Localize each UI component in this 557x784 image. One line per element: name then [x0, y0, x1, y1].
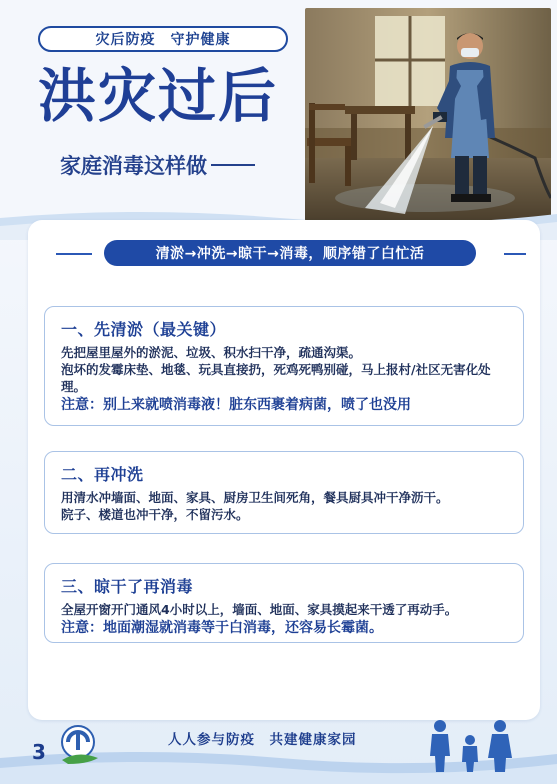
page-number: 3 — [32, 740, 46, 764]
section-heading: 二、再冲洗 — [61, 465, 144, 484]
subtitle-dash — [211, 164, 255, 166]
section-line: 用清水冲墙面、地面、家具、厨房卫生间死角，餐具厨具冲干净沥干。 — [61, 490, 449, 505]
banner-row — [56, 240, 526, 266]
page-subtitle — [60, 150, 255, 180]
page-title: 洪灾过后 — [38, 62, 279, 130]
section-note: 注意：地面潮湿就消毒等于白消毒，还容易长霉菌。 — [61, 620, 383, 636]
banner-pill: 清淤→冲洗→晾干→消毒，顺序错了白忙活 — [104, 240, 476, 266]
footer-slogan: 人人参与防疫 共建健康家园 — [168, 732, 357, 748]
tagline-badge: 灾后防疫 守护健康 — [38, 26, 288, 52]
section-heading: 三、晾干了再消毒 — [61, 577, 194, 596]
section-box-2 — [44, 451, 524, 534]
section-line: 全屋开窗开门通风4小时以上，墙面、地面、家具摸起来干透了再动手。 — [61, 602, 458, 617]
subtitle-text: 家庭消毒这样做 — [60, 154, 207, 178]
section-line: 泡坏的发霉床垫、地毯、玩具直接扔，死鸡死鸭别碰，马上报村/社区无害化处理。 — [61, 362, 491, 394]
family-silhouette-icon — [418, 716, 524, 772]
section-heading: 一、先清淤（最关键） — [61, 320, 227, 339]
health-logo-icon — [48, 720, 112, 768]
section-box-1 — [44, 306, 524, 426]
banner-line-right — [504, 253, 526, 255]
section-note: 注意：别上来就喷消毒液！脏东西裹着病菌，喷了也没用 — [61, 397, 411, 413]
section-line: 先把屋里屋外的淤泥、垃圾、积水扫干净，疏通沟渠。 — [61, 345, 362, 360]
section-box-3 — [44, 563, 524, 643]
section-line: 院子、楼道也冲干净，不留污水。 — [61, 507, 249, 522]
banner-line-left — [56, 253, 92, 255]
cleaning-illustration — [305, 8, 551, 222]
